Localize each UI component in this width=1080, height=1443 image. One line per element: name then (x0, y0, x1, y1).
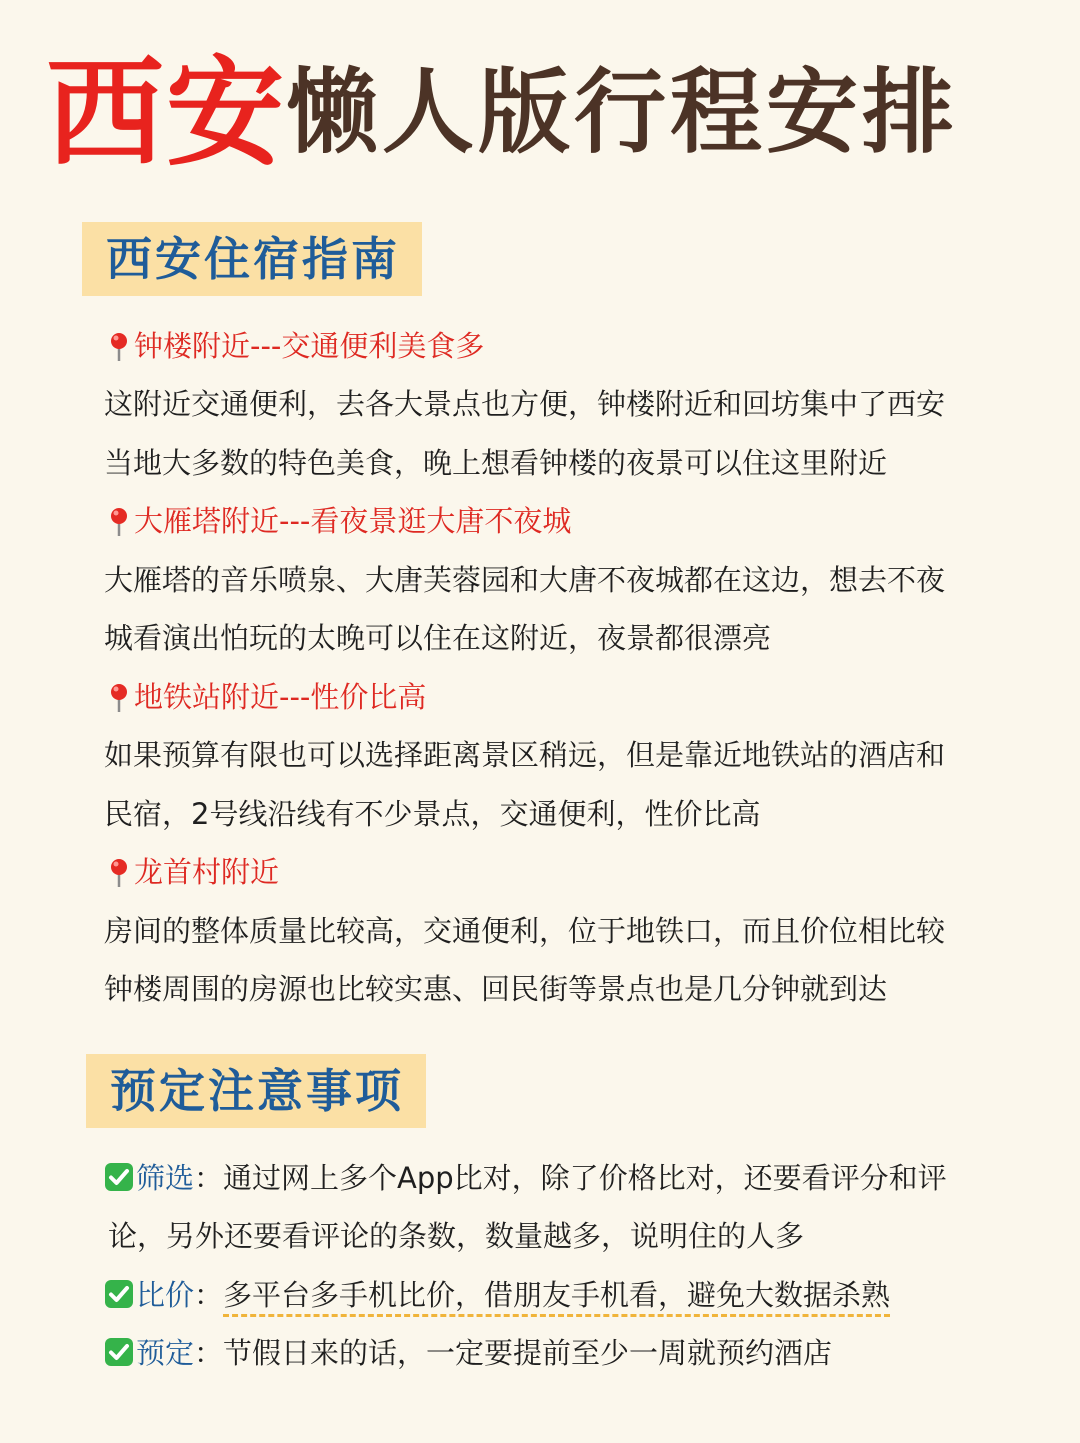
lodging-heading-1: 钟楼附近---交通便利美食多 (104, 326, 484, 366)
check-mark-icon (104, 1337, 134, 1367)
lodging-text-4b: 钟楼周围的房源也比较实惠、回民街等景点也是几分钟就到达 (104, 972, 888, 1006)
lodging-heading-2: 大雁塔附近---看夜景逛大唐不夜城 (104, 501, 571, 541)
lodging-text-4a: 房间的整体质量比较高，交通便利，位于地铁口，而且价位相比较 (104, 914, 946, 948)
highlighted-text: 多平台多手机比价，借朋友手机看，避免大数据杀熟 (223, 1278, 890, 1317)
lodging-text-1a: 这附近交通便利，去各大景点也方便，钟楼附近和回坊集中了西安 (104, 387, 946, 421)
lodging-text-2b: 城看演出怕玩的太晚可以住在这附近，夜景都很漂亮 (104, 621, 772, 655)
lodging-heading-4: 龙首村附近 (104, 852, 279, 892)
lodging-text-1b: 当地大多数的特色美食，晚上想看钟楼的夜景可以住这里附近 (104, 446, 888, 480)
round-pushpin-icon (104, 501, 134, 541)
lodging-text-3b: 民宿，2号线沿线有不少景点，交通便利，性价比高 (104, 797, 761, 831)
round-pushpin-icon (104, 677, 134, 717)
lodging-heading-3: 地铁站附近---性价比高 (104, 677, 426, 717)
title-rest: 懒人版行程安排 (286, 59, 959, 166)
check-mark-icon (104, 1162, 134, 1192)
page-title (46, 38, 1056, 188)
round-pushpin-icon (104, 852, 134, 892)
section-header-booking: 预定注意事项 (86, 1054, 426, 1128)
booking-label-compare: 比价 (136, 1278, 195, 1312)
title-city: 西安 (46, 44, 287, 182)
booking-item-reserve: 预定：节假日来的话，一定要提前至少一周就预约酒店 (104, 1333, 832, 1373)
booking-label-reserve: 预定 (136, 1336, 195, 1370)
round-pushpin-icon (104, 326, 134, 366)
lodging-text-2a: 大雁塔的音乐喷泉、大唐芙蓉园和大唐不夜城都在这边，想去不夜 (104, 563, 946, 597)
check-mark-icon (104, 1279, 134, 1309)
booking-item-filter: 筛选：通过网上多个App比对，除了价格比对，还要看评分和评 (104, 1158, 947, 1198)
section-header-lodging: 西安住宿指南 (82, 222, 422, 296)
booking-label-filter: 筛选 (136, 1161, 195, 1195)
booking-item-filter-cont: 论，另外还要看评论的条数，数量越多，说明住的人多 (108, 1219, 805, 1253)
booking-item-compare: 比价：多平台多手机比价，借朋友手机看，避免大数据杀熟 (104, 1275, 890, 1315)
lodging-text-3a: 如果预算有限也可以选择距离景区稍远，但是靠近地铁站的酒店和 (104, 738, 946, 772)
